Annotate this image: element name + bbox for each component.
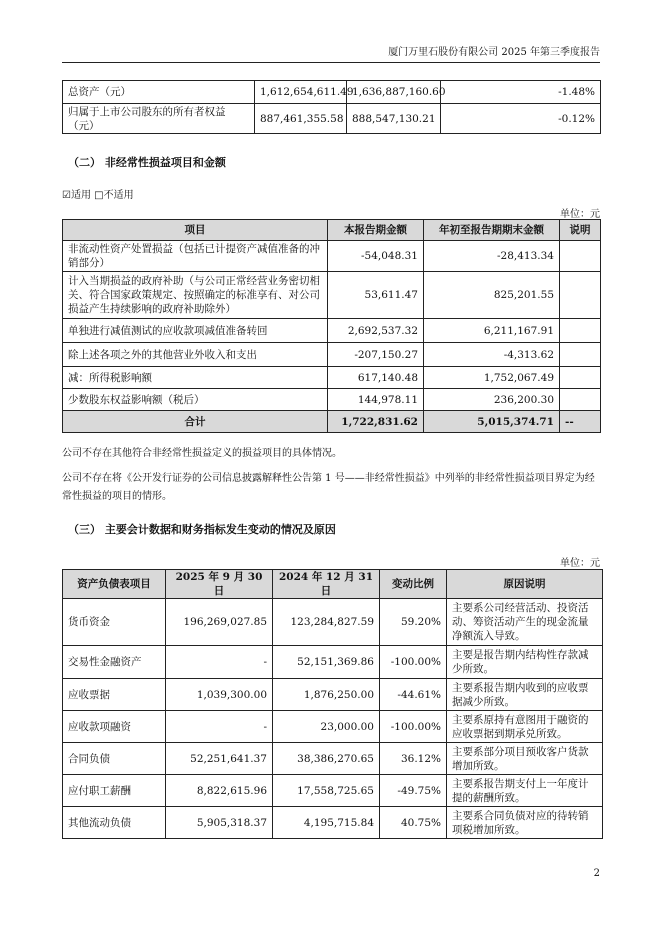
- section-title: （三） 主要会计数据和财务指标发生变动的情况及原因: [68, 523, 336, 536]
- item-cell: 应收票据: [63, 679, 166, 711]
- item-cell: 少数股东权益影响额（税后）: [63, 389, 328, 411]
- value-cell: 23,000.00: [273, 711, 380, 743]
- note-cell: [560, 241, 601, 272]
- table-row: [63, 599, 603, 646]
- value-cell: 236,200.30: [424, 389, 560, 411]
- table-row: [63, 679, 603, 711]
- total-value: 5,015,374.71: [424, 411, 560, 433]
- note-paragraph: 公司不存在将《公开发行证券的公司信息披露解释性公告第 1 号——非经常性损益》中列举的非经常性损益项目界定为经常性损益的项目的情形。: [62, 473, 595, 502]
- item-cell: 合同负债: [63, 743, 166, 775]
- change-cell: -44.61%: [380, 679, 447, 711]
- value-cell: 17,558,725.65: [273, 775, 380, 807]
- reason-cell: 主要系部分项目预收客户货款增加所致。: [447, 743, 603, 775]
- note-paragraph: 公司不存在其他符合非经常性损益定义的损益项目的具体情况。: [62, 448, 342, 459]
- value-cell: 1,612,654,611.49: [255, 81, 347, 104]
- item-cell: 减：所得税影响额: [63, 367, 328, 389]
- change-cell: 36.12%: [380, 743, 447, 775]
- table-row: [63, 241, 601, 272]
- change-cell: -100.00%: [380, 646, 447, 679]
- table-total-row: [63, 411, 601, 433]
- page-number: 2: [593, 868, 600, 879]
- table-row: [63, 104, 601, 134]
- item-cell: 除上述各项之外的其他营业外收入和支出: [63, 343, 328, 367]
- column-header: 原因说明: [447, 570, 603, 599]
- value-cell: 196,269,027.85: [166, 599, 273, 646]
- reason-cell: 主要系合同负债对应的待转销项税增加所致。: [447, 807, 603, 839]
- value-cell: 5,905,318.37: [166, 807, 273, 839]
- table-row: [63, 343, 601, 367]
- item-cell: 非流动性资产处置损益（包括已计提资产减值准备的冲销部分）: [63, 241, 328, 272]
- value-cell: -28,413.34: [424, 241, 560, 272]
- value-cell: 123,284,827.59: [273, 599, 380, 646]
- row-label: 总资产（元）: [63, 81, 255, 104]
- item-cell: 单独进行减值测试的应收款项减值准备转回: [63, 319, 328, 343]
- change-cell: -100.00%: [380, 711, 447, 743]
- value-cell: 617,140.48: [328, 367, 424, 389]
- table-row: [63, 807, 603, 839]
- change-cell: -1.48%: [441, 81, 601, 104]
- table-row: [63, 646, 603, 679]
- value-cell: 1,636,887,160.60: [347, 81, 441, 104]
- table-row: [63, 775, 603, 807]
- note-cell: [560, 272, 601, 319]
- total-value: 1,722,831.62: [328, 411, 424, 433]
- section-title: （二） 非经常性损益项目和金额: [68, 156, 226, 169]
- value-cell: 144,978.11: [328, 389, 424, 411]
- table-row: [63, 743, 603, 775]
- total-note: --: [560, 411, 601, 433]
- column-header: 2024 年 12 月 31 日: [273, 570, 380, 599]
- item-cell: 应收款项融资: [63, 711, 166, 743]
- value-cell: 53,611.47: [328, 272, 424, 319]
- value-cell: 38,386,270.65: [273, 743, 380, 775]
- column-header: 变动比例: [380, 570, 447, 599]
- nonrecurring-table: [62, 219, 601, 433]
- value-cell: -4,313.62: [424, 343, 560, 367]
- value-cell: -: [166, 711, 273, 743]
- change-cell: -0.12%: [441, 104, 601, 134]
- table-row: [63, 389, 601, 411]
- note-cell: [560, 319, 601, 343]
- reason-cell: 主要系原持有意图用于融资的应收票据到期承兑所致。: [447, 711, 603, 743]
- value-cell: 888,547,130.21: [347, 104, 441, 134]
- value-cell: 2,692,537.32: [328, 319, 424, 343]
- note-cell: [560, 343, 601, 367]
- item-cell: 应付职工薪酬: [63, 775, 166, 807]
- column-header: 资产负债表项目: [63, 570, 166, 599]
- column-header: 说明: [560, 220, 601, 241]
- value-cell: 6,211,167.91: [424, 319, 560, 343]
- change-cell: 59.20%: [380, 599, 447, 646]
- item-cell: 计入当期损益的政府补助（与公司正常经营业务密切相关、符合国家政策规定、按照确定的标准享有、对公司损益产生持续影响的政府补助除外）: [63, 272, 328, 319]
- table-row: [63, 711, 603, 743]
- value-cell: 4,195,715.84: [273, 807, 380, 839]
- note-cell: [560, 367, 601, 389]
- total-label: 合计: [63, 411, 328, 433]
- table-row: [63, 319, 601, 343]
- table-row: [63, 272, 601, 319]
- column-header: 年初至报告期期末金额: [424, 220, 560, 241]
- applicability-checkbox: ☑适用 □不适用: [62, 190, 134, 201]
- change-cell: 40.75%: [380, 807, 447, 839]
- changes-table: [62, 569, 603, 839]
- reason-cell: 主要系报告期内收到的应收票据减少所致。: [447, 679, 603, 711]
- page-header: 厦门万里石股份有限公司 2025 年第三季度报告: [388, 47, 600, 58]
- value-cell: 1,039,300.00: [166, 679, 273, 711]
- table-header-row: [63, 220, 601, 241]
- item-cell: 其他流动负债: [63, 807, 166, 839]
- value-cell: -207,150.27: [328, 343, 424, 367]
- value-cell: 52,151,369.86: [273, 646, 380, 679]
- value-cell: -: [166, 646, 273, 679]
- value-cell: 52,251,641.37: [166, 743, 273, 775]
- header-rule: [62, 62, 600, 63]
- reason-cell: 主要系报告期支付上一年度计提的薪酬所致。: [447, 775, 603, 807]
- value-cell: 825,201.55: [424, 272, 560, 319]
- column-header: 项目: [63, 220, 328, 241]
- item-cell: 货币资金: [63, 599, 166, 646]
- table-row: [63, 367, 601, 389]
- value-cell: 1,876,250.00: [273, 679, 380, 711]
- value-cell: -54,048.31: [328, 241, 424, 272]
- reason-cell: 主要系公司经营活动、投资活动、筹资活动产生的现金流量净额流入导致。: [447, 599, 603, 646]
- note-cell: [560, 389, 601, 411]
- value-cell: 1,752,067.49: [424, 367, 560, 389]
- unit-label: 单位：元: [560, 558, 600, 569]
- reason-cell: 主要是报告期内结构性存款减少所致。: [447, 646, 603, 679]
- column-header: 2025 年 9 月 30 日: [166, 570, 273, 599]
- item-cell: 交易性金融资产: [63, 646, 166, 679]
- column-header: 本报告期金额: [328, 220, 424, 241]
- value-cell: 8,822,615.96: [166, 775, 273, 807]
- top-table: [62, 80, 601, 134]
- value-cell: 887,461,355.58: [255, 104, 347, 134]
- unit-label: 单位：元: [560, 209, 600, 220]
- change-cell: -49.75%: [380, 775, 447, 807]
- row-label: 归属于上市公司股东的所有者权益（元）: [63, 104, 255, 134]
- table-header-row: [63, 570, 603, 599]
- table-row: [63, 81, 601, 104]
